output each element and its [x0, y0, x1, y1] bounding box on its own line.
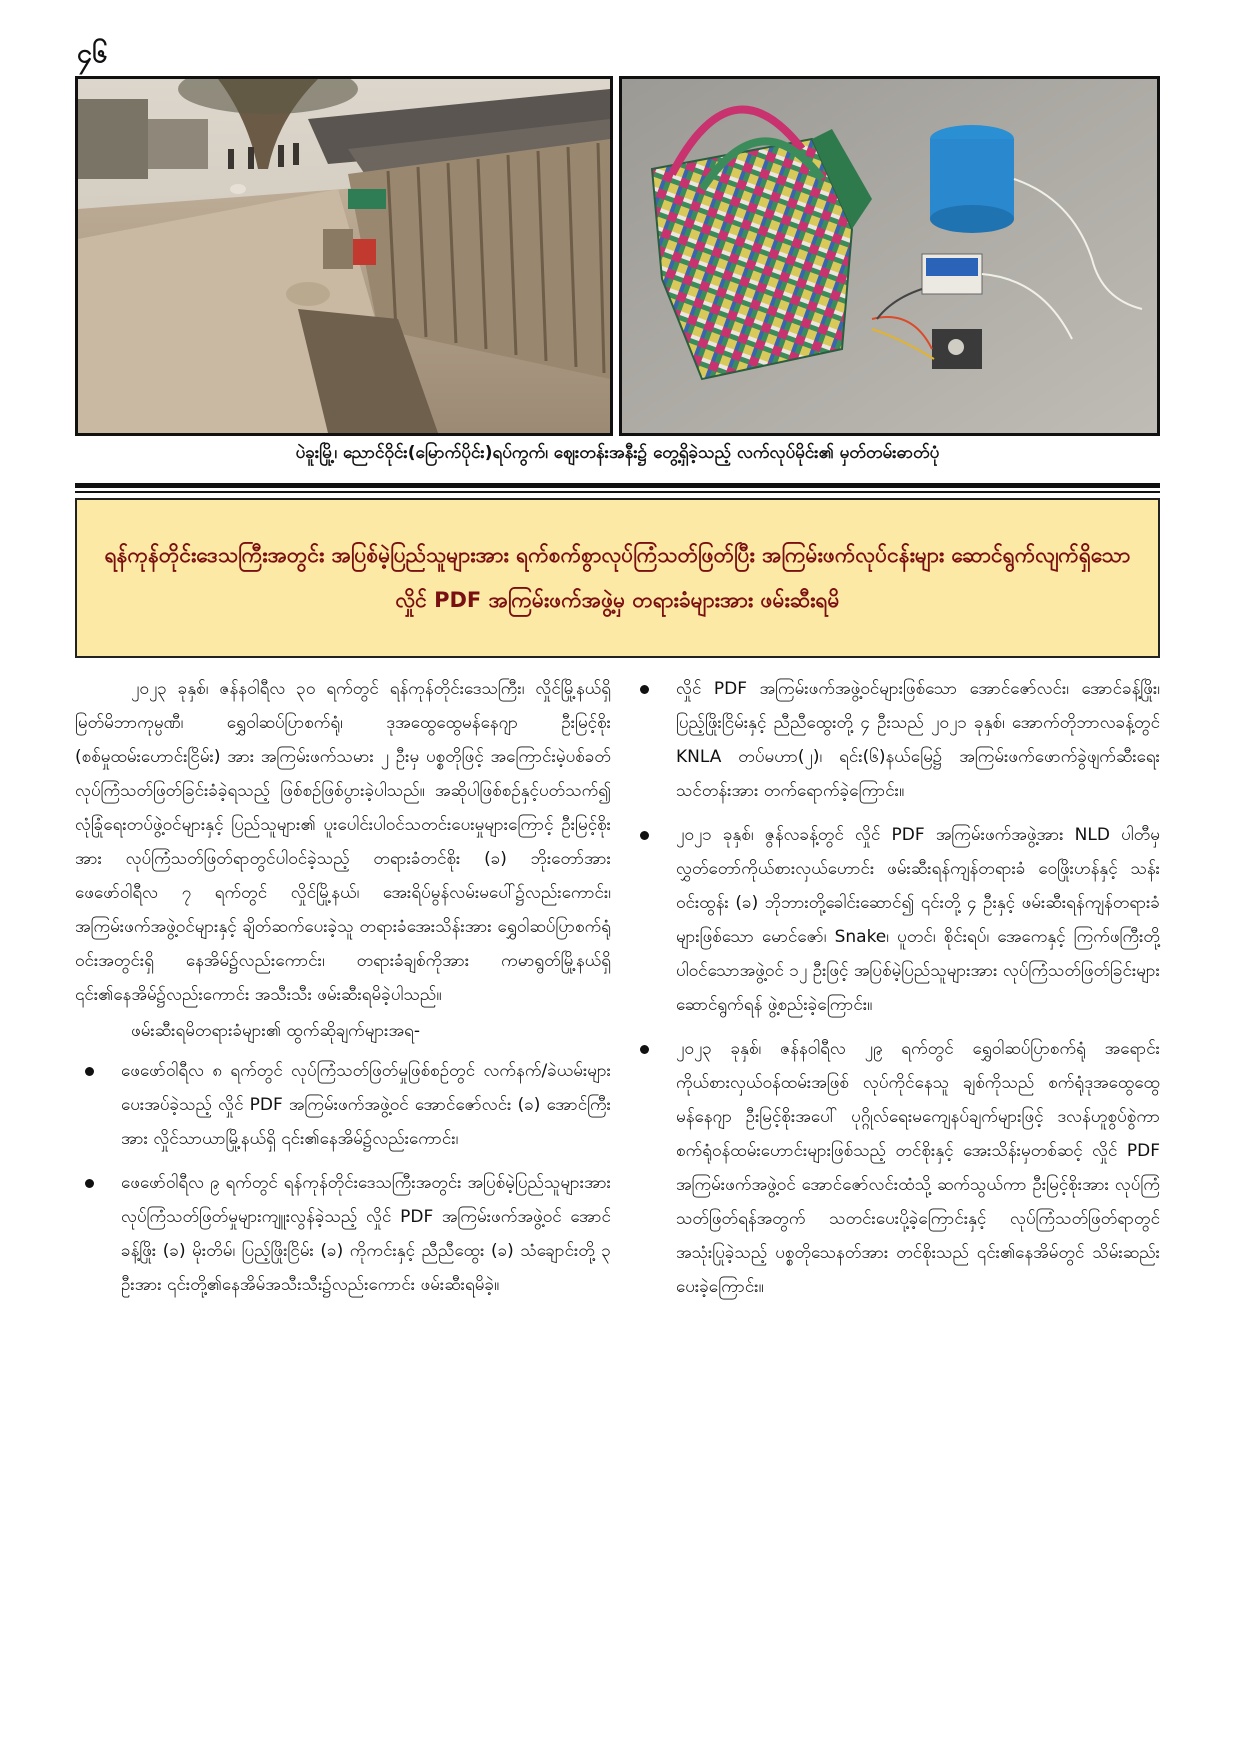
photo-caption: ပဲခူးမြို့၊ ညောင်ဝိုင်း(မြောက်ပိုင်း)ရပ်ကွက်၊ ဈေးတန်းအနီး၌ တွေ့ရှိခဲ့သည့် လက်လုပ်မိုင်း၏ မှတ်တမ်းဓာတ်ပုံ: [295, 443, 940, 463]
divider-thick: [75, 483, 1160, 488]
divider-thin: [75, 491, 1160, 493]
list-item: ဖေဖော်ဝါရီလ ၈ ရက်တွင် လုပ်ကြံသတ်ဖြတ်မှုဖြစ်စဉ်တွင် လက်နက်/ခဲယမ်းများ ပေးအပ်ခဲ့သည့် လှိုင် PDF အကြမ်းဖက်အဖွဲ့ဝင် အောင်ဇော်လင်း (ခ) အောင်ကြီးအား လှိုင်သာယာမြို့နယ်ရှိ ၎င်း၏နေအိမ်၌လည်းကောင်း၊: [75, 1054, 611, 1156]
right-column: [630, 672, 1160, 1314]
left-column: [75, 672, 611, 1312]
list-item: ၂၀၂၁ ခုနှစ်၊ ဇွန်လခန့်တွင် လှိုင် PDF အကြမ်းဖက်အဖွဲ့အား NLD ပါတီမှ လွှတ်တော်ကိုယ်စားလှယ်ဟောင်း ဖမ်းဆီးရန်ကျန်တရားခံ ဝေဖြိုးဟန်နှင့် သန်းဝင်းထွန်း (ခ) ဘိုဘားတို့ခေါင်းဆောင်၍ ၎င်းတို့ ၄ ဦးနှင့် ဖမ်းဆီးရန်ကျန်တရားခံများဖြစ်သော မောင်ဇော်၊ Snake၊ ပူတင်၊ စိုင်းရပ်၊ အေကေနှင့် ကြက်ဖကြီးတို့ ပါဝင်သောအဖွဲ့ဝင် ၁၂ ဦးဖြင့် အပြစ်မဲ့ပြည်သူများအား လုပ်ကြံသတ်ဖြတ်ခြင်းများ ဆောင်ရွက်ရန် ဖွဲ့စည်းခဲ့ကြောင်း။: [630, 818, 1160, 1022]
headline-box: [75, 498, 1160, 658]
basket-device-image: [622, 79, 1157, 433]
intro-paragraph: ၂၀၂၃ ခုနှစ်၊ ဇန်နဝါရီလ ၃၀ ရက်တွင် ရန်ကုန်တိုင်းဒေသကြီး၊ လှိုင်မြို့နယ်ရှိ မြတ်မိဘာကုမ္ပဏီ၊ ရွှေဝါဆပ်ပြာစက်ရုံ၊ ဒုအထွေထွေမန်နေဂျာ ဦးမြင့်စိုး (စစ်မှုထမ်းဟောင်းငြိမ်း) အား အကြမ်းဖက်သမား ၂ ဦးမှ ပစ္စတိုဖြင့် အကြောင်းမဲ့ပစ်ခတ်လုပ်ကြံသတ်ဖြတ်ခြင်းခံခဲ့ရသည့် ဖြစ်စဉ်ဖြစ်ပွားခဲ့ပါသည်။ အဆိုပါဖြစ်စဉ်နှင့်ပတ်သက်၍ လုံခြုံရေးတပ်ဖွဲ့ဝင်များနှင့် ပြည်သူများ၏ ပူးပေါင်းပါဝင်သတင်းပေးမှုများကြောင့် ဦးမြင့်စိုးအား လုပ်ကြံသတ်ဖြတ်ရာတွင်ပါဝင်ခဲ့သည့် တရားခံတင်စိုး (ခ) ဘိုးတော်အား ဖေဖော်ဝါရီလ ၇ ရက်တွင် လှိုင်မြို့နယ်၊ အေးရိပ်မွန်လမ်းမပေါ်၌လည်းကောင်း၊ အကြမ်းဖက်အဖွဲ့ဝင်များနှင့် ချိတ်ဆက်ပေးခဲ့သူ တရားခံအေးသိန်းအား ရွှေဝါဆပ်ပြာစက်ရုံဝင်းအတွင်းရှိ နေအိမ်၌လည်းကောင်း၊ တရားခံချစ်ကိုအား ကမာရွတ်မြို့နယ်ရှိ ၎င်း၏နေအိမ်၌လည်းကောင်း အသီးသီး ဖမ်းဆီးရမိခဲ့ပါသည်။: [75, 679, 611, 1005]
list-item: လှိုင် PDF အကြမ်းဖက်အဖွဲ့ဝင်များဖြစ်သော အောင်ဇော်လင်း၊ အောင်ခန့်ဖြိုး၊ ပြည့်ဖြိုးငြိမ်းနှင့် ညီညီထွေးတို့ ၄ ဦးသည် ၂၀၂၁ ခုနှစ်၊ အောက်တိုဘာလခန့်တွင် KNLA တပ်မဟာ(၂)၊ ရင်း(၆)နယ်မြေ၌ အကြမ်းဖက်ဖောက်ခွဲဖျက်ဆီးရေးသင်တန်းအား တက်ရောက်ခဲ့ကြောင်း။: [630, 672, 1160, 808]
findings-subheading: ဖမ်းဆီးရမိတရားခံများ၏ ထွက်ဆိုချက်များအရ-: [131, 1021, 420, 1041]
left-bullet-list: [75, 1054, 611, 1302]
list-item: ၂၀၂၃ ခုနှစ်၊ ဇန်နဝါရီလ ၂၉ ရက်တွင် ရွှေဝါဆပ်ပြာစက်ရုံ အရောင်းကိုယ်စားလှယ်ဝန်ထမ်းအဖြစ် လုပ်ကိုင်နေသူ ချစ်ကိုသည် စက်ရုံဒုအထွေထွေမန်နေဂျာ ဦးမြင့်စိုးအပေါ် ပုဂ္ဂိုလ်ရေးမကျေနပ်ချက်များဖြင့် ဒလန်ဟူစွပ်စွဲကာ စက်ရုံဝန်ထမ်းဟောင်းများဖြစ်သည့် တင်စိုးနှင့် အေးသိန်းမှတစ်ဆင့် လှိုင် PDF အကြမ်းဖက်အဖွဲ့ဝင် အောင်ဇော်လင်းထံသို့ ဆက်သွယ်ကာ ဦးမြင့်စိုးအား လုပ်ကြံသတ်ဖြတ်ရန်အတွက် သတင်းပေးပို့ခဲ့ကြောင်းနှင့် လုပ်ကြံသတ်ဖြတ်ရာတွင် အသုံးပြုခဲ့သည့် ပစ္စတိုသေနတ်အား တင်စိုးသည် ၎င်း၏နေအိမ်တွင် သိမ်းဆည်းပေးခဲ့ကြောင်း။: [630, 1032, 1160, 1304]
right-bullet-list: [630, 672, 1160, 1304]
list-item: ဖေဖော်ဝါရီလ ၉ ရက်တွင် ရန်ကုန်တိုင်းဒေသကြီးအတွင်း အပြစ်မဲ့ပြည်သူများအား လုပ်ကြံသတ်ဖြတ်မှုများကျူးလွန်ခဲ့သည့် လှိုင် PDF အကြမ်းဖက်အဖွဲ့ဝင် အောင်ခန့်ဖြိုး (ခ) မိုးတိမ်၊ ပြည့်ဖြိုးငြိမ်း (ခ) ကိုကင်းနှင့် ညီညီထွေး (ခ) သံချောင်းတို့ ၃ ဦးအား ၎င်းတို့၏နေအိမ်အသီးသီး၌လည်းကောင်း ဖမ်းဆီးရမိခဲ့။: [75, 1166, 611, 1302]
basket-device-photo: [619, 76, 1160, 436]
headline: ရန်ကုန်တိုင်းဒေသကြီးအတွင်း အပြစ်မဲ့ပြည်သူများအား ရက်စက်စွာလုပ်ကြံသတ်ဖြတ်ပြီး အကြမ်းဖက်လုပ်ငန်းများ ဆောင်ရွက်လျက်ရှိသော လှိုင် PDF အကြမ်းဖက်အဖွဲ့မှ တရားခံများအား ဖမ်းဆီးရမိ: [104, 543, 1131, 612]
page-number: ၄၆: [77, 38, 108, 69]
market-street-image: [78, 79, 610, 433]
market-street-photo: [75, 76, 613, 436]
